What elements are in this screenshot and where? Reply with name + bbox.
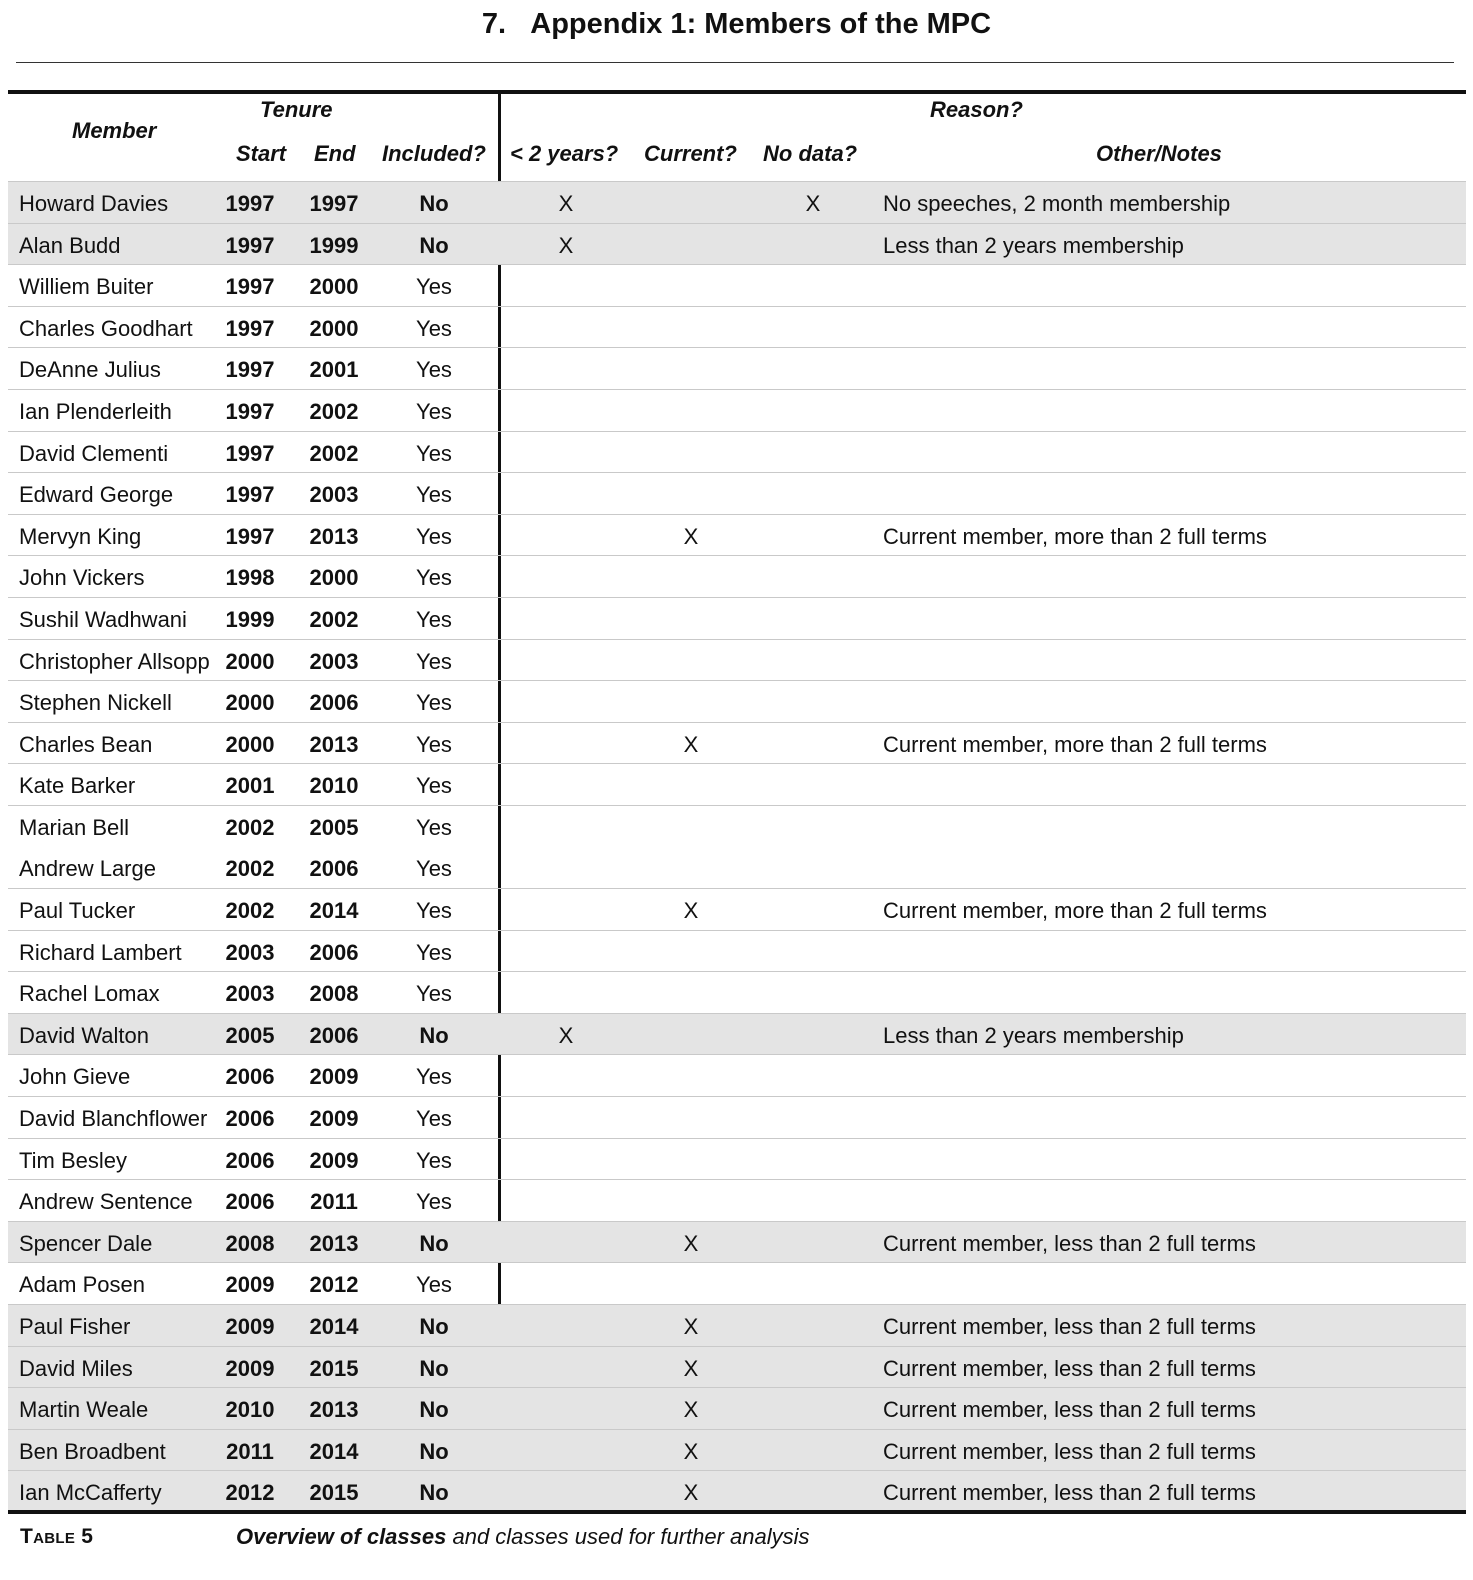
end-year-cell: 1997: [309, 191, 359, 216]
member-name-cell: Kate Barker: [19, 773, 136, 799]
start-year-cell: 2002: [225, 898, 275, 924]
end-year-cell: 2006: [309, 1022, 359, 1048]
start-year-cell: 2005: [225, 1022, 275, 1048]
table-row: [8, 1054, 1466, 1096]
header-start: Start: [236, 141, 287, 166]
end-year-cell: 2015: [309, 1480, 359, 1506]
included-cell: Yes: [416, 1147, 452, 1173]
start-year-cell: 1999: [225, 606, 275, 632]
included-cell: Yes: [416, 648, 452, 674]
end-year-cell: 2000: [309, 565, 359, 591]
end-year-cell: 2006: [309, 690, 359, 716]
current-cell: X: [683, 523, 699, 549]
table-row: [8, 181, 1466, 223]
included-cell: Yes: [416, 981, 452, 1007]
table-row: [8, 680, 1466, 722]
start-year-cell: 1997: [225, 274, 275, 300]
start-year-cell: 2000: [225, 690, 275, 716]
table-row: [8, 431, 1466, 473]
table-bottom-rule: [8, 1510, 1466, 1514]
included-cell: No: [419, 1397, 449, 1423]
table-row: [8, 1387, 1466, 1429]
member-name-cell: Howard Davies: [19, 191, 169, 216]
table-row: [8, 472, 1466, 514]
included-cell: Yes: [416, 731, 452, 757]
table-row: [8, 1013, 1466, 1055]
notes-cell: Current member, less than 2 full terms: [883, 1314, 1256, 1340]
less-than-2-years-cell: X: [558, 1022, 574, 1048]
table-row: [8, 722, 1466, 764]
start-year-cell: 1997: [225, 440, 275, 466]
end-year-cell: 2006: [309, 939, 359, 965]
header-less-than-2-years: < 2 years?: [510, 141, 619, 166]
table-top-rule: [8, 90, 1466, 94]
included-cell: No: [419, 1438, 449, 1464]
table-row: [8, 1429, 1466, 1471]
included-cell: Yes: [416, 939, 452, 965]
current-cell: X: [683, 1355, 699, 1381]
less-than-2-years-cell: X: [558, 232, 574, 258]
included-cell: No: [419, 1022, 449, 1048]
current-cell: X: [683, 731, 699, 757]
member-name-cell: John Vickers: [19, 565, 145, 591]
included-cell: Yes: [416, 1189, 452, 1215]
end-year-cell: 2014: [309, 1438, 359, 1464]
current-cell: X: [683, 1397, 699, 1423]
table-caption-bold: Overview of classes: [236, 1524, 447, 1549]
start-year-cell: 2002: [225, 814, 275, 840]
end-year-cell: 2002: [309, 398, 359, 424]
member-name-cell: Andrew Sentence: [19, 1189, 193, 1215]
member-name-cell: Williem Buiter: [19, 274, 154, 300]
start-year-cell: 2003: [225, 939, 275, 965]
start-year-cell: 1997: [225, 523, 275, 549]
header-other-notes: Other/Notes: [1096, 141, 1222, 166]
start-year-cell: 2008: [225, 1230, 275, 1256]
current-cell: X: [683, 1230, 699, 1256]
member-name-cell: Charles Bean: [19, 731, 153, 757]
start-year-cell: 2006: [225, 1189, 275, 1215]
end-year-cell: 2013: [309, 523, 359, 549]
start-year-cell: 2009: [225, 1355, 275, 1381]
table-caption-rest: and classes used for further analysis: [446, 1524, 810, 1549]
table-row: [8, 347, 1466, 389]
end-year-cell: 2001: [309, 357, 359, 383]
included-cell: Yes: [416, 357, 452, 383]
end-year-cell: 2003: [309, 482, 359, 508]
included-cell: Yes: [416, 274, 452, 300]
header-end: End: [314, 141, 356, 166]
end-year-cell: 2015: [309, 1355, 359, 1381]
member-name-cell: Ian Plenderleith: [19, 398, 172, 424]
included-cell: Yes: [416, 523, 452, 549]
member-name-cell: Edward George: [19, 482, 174, 508]
table-row: [8, 1096, 1466, 1138]
table-row: [8, 847, 1466, 889]
end-year-cell: 2013: [309, 731, 359, 757]
start-year-cell: 2006: [225, 1106, 275, 1132]
member-name-cell: Adam Posen: [19, 1272, 145, 1298]
notes-cell: Current member, more than 2 full terms: [883, 898, 1267, 924]
end-year-cell: 2008: [309, 981, 359, 1007]
current-cell: X: [683, 1480, 699, 1506]
notes-cell: Less than 2 years membership: [883, 1022, 1184, 1048]
table-caption-label: [20, 1525, 93, 1549]
notes-cell: Current member, less than 2 full terms: [883, 1438, 1256, 1464]
notes-cell: Current member, more than 2 full terms: [883, 523, 1267, 549]
table-row: [8, 1138, 1466, 1180]
member-name-cell: Marian Bell: [19, 814, 130, 840]
included-cell: Yes: [416, 315, 452, 341]
start-year-cell: 2002: [225, 855, 275, 881]
end-year-cell: 1999: [309, 232, 359, 258]
member-name-cell: David Walton: [19, 1022, 150, 1048]
table-row: [8, 1262, 1466, 1304]
table-row: [8, 1179, 1466, 1221]
notes-cell: Current member, less than 2 full terms: [883, 1355, 1256, 1381]
end-year-cell: 2000: [309, 274, 359, 300]
header-no-data: No data?: [763, 141, 858, 166]
table-row: [8, 223, 1466, 265]
notes-cell: Less than 2 years membership: [883, 232, 1184, 258]
notes-cell: Current member, more than 2 full terms: [883, 731, 1267, 757]
included-cell: No: [419, 1480, 449, 1506]
end-year-cell: 2009: [309, 1064, 359, 1090]
included-cell: Yes: [416, 773, 452, 799]
member-name-cell: Tim Besley: [19, 1147, 127, 1173]
table-row: [8, 639, 1466, 681]
member-name-cell: Stephen Nickell: [19, 690, 172, 716]
included-cell: No: [419, 1230, 449, 1256]
table-row: [8, 597, 1466, 639]
table-row: [8, 888, 1466, 930]
included-cell: Yes: [416, 855, 452, 881]
start-year-cell: 1997: [225, 357, 275, 383]
table-row: [8, 930, 1466, 972]
notes-cell: No speeches, 2 month membership: [883, 191, 1231, 216]
table-row: [8, 805, 1466, 847]
included-cell: Yes: [416, 1106, 452, 1132]
header-tenure: Tenure: [260, 97, 333, 122]
member-name-cell: Charles Goodhart: [19, 315, 193, 341]
start-year-cell: 2000: [225, 648, 275, 674]
included-cell: Yes: [416, 690, 452, 716]
included-cell: No: [419, 1355, 449, 1381]
member-name-cell: Paul Fisher: [19, 1314, 131, 1340]
end-year-cell: 2009: [309, 1106, 359, 1132]
table-row: [8, 1221, 1466, 1263]
end-year-cell: 2014: [309, 898, 359, 924]
member-name-cell: Martin Weale: [19, 1397, 149, 1423]
end-year-cell: 2002: [309, 440, 359, 466]
included-cell: Yes: [416, 606, 452, 632]
end-year-cell: 2013: [309, 1230, 359, 1256]
end-year-cell: 2006: [309, 855, 359, 881]
header-current: Current?: [644, 141, 737, 166]
page-title: 7. Appendix 1: Members of the MPC: [481, 8, 992, 40]
table-row: [8, 555, 1466, 597]
member-name-cell: Mervyn King: [19, 523, 142, 549]
notes-cell: Current member, less than 2 full terms: [883, 1397, 1256, 1423]
end-year-cell: 2005: [309, 814, 359, 840]
included-cell: Yes: [416, 1064, 452, 1090]
member-name-cell: David Blanchflower: [19, 1106, 208, 1132]
included-cell: Yes: [416, 440, 452, 466]
included-cell: No: [419, 1314, 449, 1340]
start-year-cell: 1997: [225, 191, 275, 216]
table-row: [8, 1470, 1466, 1512]
included-cell: No: [419, 191, 449, 216]
member-name-cell: David Miles: [19, 1355, 133, 1381]
member-name-cell: Alan Budd: [19, 232, 121, 258]
included-cell: Yes: [416, 482, 452, 508]
table-row: [8, 264, 1466, 306]
end-year-cell: 2013: [309, 1397, 359, 1423]
member-name-cell: Richard Lambert: [19, 939, 182, 965]
included-cell: Yes: [416, 565, 452, 591]
notes-cell: Current member, less than 2 full terms: [883, 1230, 1256, 1256]
title-divider: [16, 62, 1454, 63]
start-year-cell: 2006: [225, 1147, 275, 1173]
start-year-cell: 2009: [225, 1314, 275, 1340]
included-cell: Yes: [416, 1272, 452, 1298]
table-row: [8, 306, 1466, 348]
member-name-cell: DeAnne Julius: [19, 357, 161, 383]
start-year-cell: 1997: [225, 315, 275, 341]
included-cell: No: [419, 232, 449, 258]
current-cell: X: [683, 1438, 699, 1464]
included-cell: Yes: [416, 898, 452, 924]
included-cell: Yes: [416, 398, 452, 424]
table-row: [8, 514, 1466, 556]
start-year-cell: 1997: [225, 398, 275, 424]
start-year-cell: 1998: [225, 565, 275, 591]
member-name-cell: Sushil Wadhwani: [19, 606, 187, 632]
start-year-cell: 2011: [226, 1438, 274, 1464]
end-year-cell: 2009: [309, 1147, 359, 1173]
members-table: [8, 181, 1466, 1512]
start-year-cell: 1997: [225, 232, 275, 258]
table-row: [8, 1346, 1466, 1388]
start-year-cell: 2003: [225, 981, 275, 1007]
table-row: [8, 389, 1466, 431]
start-year-cell: 2012: [225, 1480, 275, 1506]
current-cell: X: [683, 1314, 699, 1340]
end-year-cell: 2012: [309, 1272, 359, 1298]
start-year-cell: 2010: [225, 1397, 275, 1423]
member-name-cell: Christopher Allsopp: [19, 648, 210, 674]
table-row: [8, 763, 1466, 805]
header-included: Included?: [382, 141, 486, 166]
less-than-2-years-cell: X: [558, 191, 574, 216]
current-cell: X: [683, 898, 699, 924]
start-year-cell: 2001: [225, 773, 275, 799]
start-year-cell: 2009: [225, 1272, 275, 1298]
member-name-cell: Ben Broadbent: [19, 1438, 166, 1464]
table-caption: [236, 1524, 810, 1550]
header-reason: Reason?: [930, 97, 1023, 122]
end-year-cell: 2002: [309, 606, 359, 632]
end-year-cell: 2003: [309, 648, 359, 674]
end-year-cell: 2011: [310, 1189, 358, 1215]
end-year-cell: 2010: [309, 773, 359, 799]
table-caption-label-text: Table 5: [20, 1525, 94, 1548]
start-year-cell: 2000: [225, 731, 275, 757]
header-member: Member: [72, 118, 157, 143]
table-row: [8, 1304, 1466, 1346]
start-year-cell: 1997: [225, 482, 275, 508]
member-name-cell: Spencer Dale: [19, 1230, 153, 1256]
end-year-cell: 2000: [309, 315, 359, 341]
end-year-cell: 2014: [309, 1314, 359, 1340]
member-name-cell: David Clementi: [19, 440, 169, 466]
table-row: [8, 971, 1466, 1013]
included-cell: Yes: [416, 814, 452, 840]
member-name-cell: Paul Tucker: [19, 898, 136, 924]
no-data-cell: X: [805, 191, 821, 216]
start-year-cell: 2006: [225, 1064, 275, 1090]
member-name-cell: Ian McCafferty: [19, 1480, 162, 1506]
member-name-cell: Rachel Lomax: [19, 981, 160, 1007]
notes-cell: Current member, less than 2 full terms: [883, 1480, 1256, 1506]
member-name-cell: Andrew Large: [19, 855, 156, 881]
member-name-cell: John Gieve: [19, 1064, 131, 1090]
